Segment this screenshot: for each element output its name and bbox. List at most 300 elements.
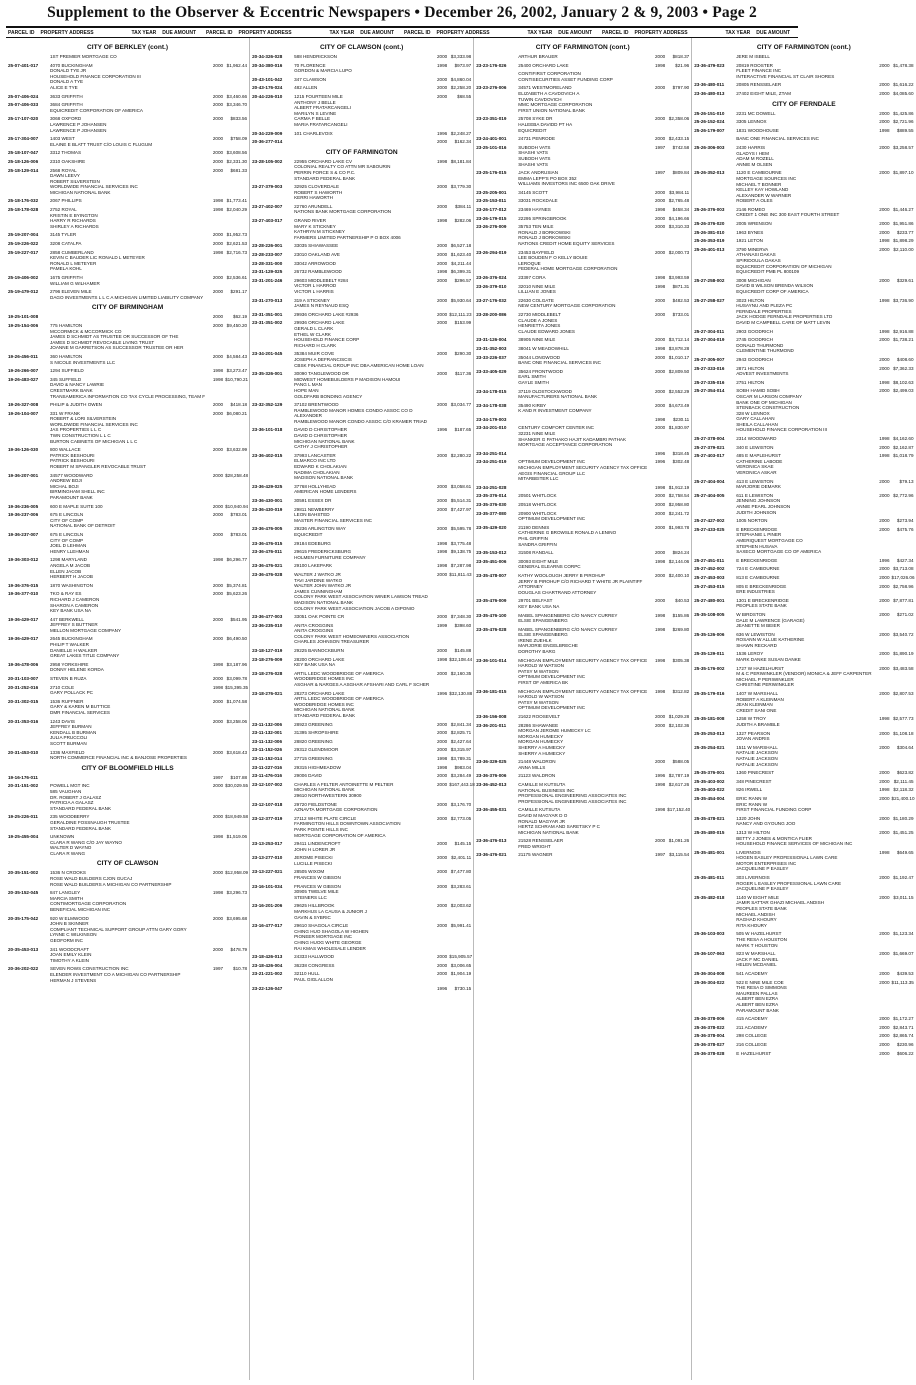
- record-line: 27112 WHITE PLATE CIRCLE: [294, 815, 357, 821]
- due-amount: $1,904.19: [450, 971, 472, 977]
- due-amount: $1,018.79: [893, 453, 914, 459]
- record-line: SUBODH VATS: [518, 144, 551, 150]
- record-line: SAXECO MORTGAGE CO OF AMERICA: [736, 549, 822, 555]
- record-line: JOHN B SKINNER: [50, 921, 89, 927]
- record-line: 33031 ROCKDALE: [518, 198, 558, 204]
- record-line: LYNNE C WILKINSON: [50, 932, 97, 938]
- record-names: [518, 807, 647, 835]
- record-line: HELEN MCDANIEL: [736, 962, 777, 968]
- tax-year: 2000: [212, 636, 224, 642]
- record-names: [294, 159, 429, 181]
- record-line: 2645 BUCKINGHAM: [50, 636, 93, 642]
- due-amount: $2,400.10: [668, 572, 690, 578]
- parcel-id: 23-26-379-010: [476, 283, 507, 289]
- record-names: [50, 232, 205, 238]
- due-amount: $384.11: [454, 203, 472, 209]
- record-line: 27715 GREENING: [294, 755, 333, 761]
- parcel-id: 25-35-376-001: [694, 770, 725, 776]
- due-amount: $681.33: [230, 167, 248, 173]
- record-names: [294, 869, 429, 880]
- record-line: 28286 SHAWANEE: [518, 722, 559, 728]
- record-line: WALTER J WATKO JR: [294, 571, 341, 577]
- property-record: [252, 139, 471, 145]
- record-names: [50, 275, 205, 286]
- record-names: [294, 526, 429, 537]
- record-names: [736, 951, 871, 968]
- parcel-id: 25-26-306-003: [694, 144, 725, 150]
- record-line: CONTIMORTGAGE CORPORATION: [50, 901, 127, 907]
- record-line: 447 BERKWELL: [50, 616, 84, 622]
- record-line: RITA KHOURY: [736, 922, 767, 928]
- tax-year: 2000: [212, 676, 224, 682]
- record-names: [294, 802, 429, 813]
- parcel-id: 23-13-227-021: [252, 869, 283, 875]
- record-line: FIRST FINANCIAL FUNDING CORP: [736, 807, 812, 813]
- tax-year: 2000: [212, 150, 224, 156]
- record-line: MARJORIE ENGELBRECHE: [518, 643, 578, 649]
- property-record: [476, 689, 689, 711]
- record-line: MICHIGAN NATIONAL BANK: [294, 787, 355, 793]
- record-line: 29411 LINDENCROFT: [294, 841, 341, 847]
- parcel-id: 23-34-251-028: [476, 484, 507, 490]
- parcel-id: 23-36-376-006: [476, 773, 507, 779]
- due-amount: $3,258.06: [226, 718, 248, 724]
- due-amount: $167,443.18: [449, 781, 475, 787]
- tax-year: 2000: [655, 297, 666, 303]
- record-line: 29100 LAKEPARK: [294, 563, 333, 569]
- record-line: IRENE ZUEHLK: [518, 637, 552, 643]
- parcel-id: 23-36-476-015: [252, 540, 283, 546]
- parcel-id: 23-36-429-025: [252, 483, 283, 489]
- record-line: WILLIAM G WILHAMER: [50, 280, 100, 286]
- record-line: STEPHANIE L PINER: [736, 532, 782, 538]
- parcel-id: 23-18-426-013: [252, 954, 283, 960]
- record-names: [736, 980, 871, 1014]
- record-names: [50, 966, 205, 983]
- parcel-id: 23-34-178-015: [476, 388, 507, 394]
- record-line: ELENDER INVESTMENT CO A MICHIGAN CO PARTNERSHIP: [50, 971, 181, 977]
- property-record: [252, 131, 471, 137]
- record-names: [50, 583, 205, 589]
- due-amount: $9,450.20: [226, 322, 248, 328]
- tax-year: 2000: [212, 616, 224, 622]
- record-line: 1536 RUFFNER: [50, 698, 84, 704]
- record-names: [736, 247, 871, 275]
- record-names: [518, 136, 647, 142]
- tax-year: 2000: [212, 402, 224, 408]
- header-tax-year: TAX YEAR: [329, 30, 355, 36]
- record-line: SHARON A CAMERON: [50, 602, 99, 608]
- parcel-id: 23-33-405-029: [476, 368, 507, 374]
- record-names: [518, 417, 647, 423]
- record-line: HALEEBA DAVIDD PT HA: [518, 121, 573, 127]
- record-names: [50, 719, 205, 747]
- record-line: BIRMINGHAM SHELL INC: [50, 489, 105, 495]
- property-record: [8, 834, 247, 856]
- tax-year: 2000: [879, 566, 890, 572]
- record-line: EQUICREDIT: [518, 127, 547, 133]
- due-amount: $7,477.80: [450, 869, 472, 875]
- section-heading: CITY OF FARMINGTON: [325, 148, 398, 156]
- tax-year: 1998: [212, 249, 224, 255]
- tax-year: 2000: [655, 402, 666, 408]
- tax-year: 1998: [655, 275, 666, 280]
- tax-year: 2000: [437, 962, 448, 968]
- due-amount: $3,618.43: [226, 749, 248, 755]
- record-line: 21448 WALDRON: [518, 759, 556, 765]
- property-record: [476, 627, 689, 655]
- property-record: [252, 371, 471, 399]
- due-amount: $730.15: [454, 985, 472, 991]
- record-line: S NICOLE INVESTMENTS LLC: [50, 359, 116, 365]
- parcel-id: 25-27-451-011: [694, 557, 725, 563]
- record-line: 303 LIVERNOIS: [736, 875, 770, 881]
- record-line: 30093 EIGHT MILE: [518, 558, 559, 564]
- record-line: MICHIGAN EMPLOYMENT SECURITY AGENCY TAX OFFICE: [518, 688, 648, 694]
- tax-year: 1998: [879, 436, 890, 442]
- record-names: [736, 207, 871, 218]
- parcel-id: 19-25-101-008: [8, 314, 39, 320]
- property-record: [694, 518, 913, 524]
- record-line: JOHN H LORER JR: [294, 846, 336, 852]
- due-amount: $2,958.80: [668, 502, 690, 507]
- record-line: 2958 YORKSHIRE: [50, 661, 89, 667]
- due-amount: $2,825.71: [450, 730, 472, 736]
- record-line: JEANETTE M BEIER: [736, 623, 780, 629]
- tax-year: 2000: [655, 54, 666, 59]
- record-line: ANDREW BOJI: [50, 478, 82, 484]
- record-names: [294, 498, 429, 504]
- section-heading: CITY OF CLAWSON (cont.): [319, 44, 404, 51]
- record-names: [294, 351, 429, 368]
- record-line: MORGAN HUMECKY: [518, 739, 564, 745]
- tax-year: 2000: [437, 781, 448, 787]
- due-amount: $1,616.22: [893, 82, 914, 88]
- record-names: [736, 436, 871, 442]
- record-line: LEROQUE: [518, 260, 541, 266]
- record-line: PHIL GRIFFIN: [518, 535, 548, 541]
- parcel-id: 25-35-179-016: [694, 691, 725, 697]
- tax-year: 2000: [655, 249, 666, 255]
- tax-year: 1998: [212, 376, 224, 382]
- record-line: 813 E CAMBOURNE: [736, 574, 780, 580]
- header-property-address: PROPERTY ADDRESS: [436, 30, 490, 36]
- tax-year: 2000: [655, 85, 666, 91]
- record-line: GERALD L CLARK: [294, 325, 334, 331]
- record-line: PROFESSIONAL ENGINEERING ASSOCIATES INC: [518, 798, 627, 804]
- tax-year: 2000: [437, 730, 448, 736]
- parcel-id: 23-36-101-018: [252, 427, 283, 433]
- due-amount: $269.80: [672, 626, 690, 632]
- tax-year: 1998: [437, 563, 448, 569]
- record-line: 31395 SHROPSHIRE: [294, 730, 339, 736]
- tax-year: 1998: [437, 764, 448, 770]
- record-line: WOODBRIDGE HOMES INC: [294, 701, 354, 707]
- parcel-id: 19-36-429-017: [8, 636, 39, 642]
- tax-year: 2000: [879, 518, 890, 524]
- due-amount: $2,433.15: [668, 136, 690, 142]
- parcel-id: 25-35-253-013: [694, 730, 725, 736]
- record-names: [50, 250, 205, 272]
- record-line: MICHIGAN EMPLOYMENT SECURITY AGENCY TAX OFFICE: [518, 465, 648, 471]
- parcel-id: 23-36-156-008: [476, 714, 507, 719]
- record-line: 21123 WALDRON: [518, 773, 556, 779]
- due-amount: $3,779.30: [450, 184, 472, 190]
- due-amount: $2,358.06: [668, 116, 690, 122]
- property-record: [694, 337, 913, 354]
- record-line: JOVAN ANDRIS: [736, 736, 770, 742]
- record-line: 800 WALLACE: [50, 447, 81, 453]
- tax-year: 2000: [437, 738, 448, 744]
- parcel-id: 25-07-401-017: [8, 62, 39, 68]
- parcel-id: 23-23-276-006: [476, 85, 507, 91]
- tax-year: 2000: [437, 526, 448, 532]
- record-names: [518, 782, 647, 804]
- record-names: [294, 402, 429, 424]
- record-line: GENERAL ELEARNS CORPC: [518, 564, 581, 570]
- property-record: [694, 329, 913, 335]
- tax-year: 1998: [212, 207, 224, 213]
- record-line: 3145 TYLER: [50, 232, 77, 238]
- record-line: ROBERT M SPANGLER REVOCABLE TRUST: [50, 464, 146, 470]
- record-line: MAUREEN PALLAS: [736, 990, 778, 996]
- tax-year: 2000: [879, 246, 890, 252]
- record-names: [50, 136, 205, 147]
- property-record: [476, 136, 689, 142]
- due-amount: $2,617.26: [668, 781, 690, 787]
- record-line: 23469 HAYNES: [518, 207, 551, 213]
- parcel-id: 23-36-477-003: [252, 614, 283, 620]
- due-amount: $889.55: [896, 127, 914, 133]
- record-line: ROBERT A OLES: [736, 198, 773, 204]
- record-line: 1675 GRIFFITH: [50, 275, 83, 280]
- record-line: E BRECKENRIDGE: [736, 557, 778, 563]
- record-names: [50, 532, 205, 554]
- tax-year: 2000: [437, 971, 448, 977]
- parcel-id: 23-18-276-009: [252, 656, 283, 662]
- tax-year: 2000: [879, 229, 890, 235]
- record-line: 675 E LINCOLN: [50, 531, 84, 537]
- record-names: [736, 82, 871, 88]
- record-line: 1536 LEROY: [736, 651, 764, 657]
- due-amount: $271.02: [896, 611, 914, 617]
- due-amount: $623.82: [896, 770, 914, 776]
- tax-year: 2000: [437, 371, 448, 377]
- record-line: 21175 WAGNER: [518, 852, 553, 858]
- record-names: [294, 691, 429, 719]
- parcel-id: 25-27-433-025: [694, 526, 725, 532]
- due-amount: $7,877.81: [893, 597, 914, 603]
- parcel-id: [694, 54, 734, 60]
- record-names: [736, 971, 871, 977]
- record-line: ARTHUR BRAUER: [518, 54, 558, 59]
- record-line: DAVID D CHRISTOPHER: [294, 433, 348, 439]
- record-line: CHRISTINE PERIWINKLER: [736, 682, 794, 688]
- parcel-id: 25-26-376-020: [694, 221, 725, 227]
- record-line: 35753 TEN MILE: [518, 224, 554, 230]
- record-line: MICHAL BOJI: [50, 483, 79, 489]
- tax-year: 2000: [879, 356, 890, 362]
- property-record: [8, 783, 247, 811]
- record-names: [294, 773, 429, 779]
- record-names: [50, 402, 205, 408]
- record-line: JUDITH A BRAMBLE: [736, 722, 780, 727]
- tax-year: 2000: [879, 144, 890, 150]
- record-line: JUDITH JOHNSON: [736, 509, 777, 515]
- property-record: [476, 852, 689, 858]
- record-names: [294, 77, 429, 83]
- parcel-id: 20-31-353-016: [8, 718, 39, 724]
- property-record: [252, 94, 471, 128]
- tax-year: 1998: [655, 283, 666, 289]
- property-record: [476, 284, 689, 295]
- property-record: [8, 699, 247, 716]
- record-names: [736, 816, 871, 827]
- record-line: DR. ROBERT J GALASZ: [50, 794, 102, 800]
- tax-year: 1996: [879, 557, 890, 563]
- record-line: 1727 W HAZELHURST: [736, 665, 784, 671]
- property-record: [252, 54, 471, 60]
- tax-year: 2000: [879, 1041, 890, 1047]
- header-due-amount: DUE AMOUNT: [558, 30, 592, 36]
- parcel-id: 23-25-153-011: [476, 198, 507, 204]
- section-heading: CITY OF FARMINGTON (cont.): [535, 44, 630, 51]
- parcel-id: 25-27-258-002: [694, 277, 725, 283]
- parcel-id: 25-07-406-033: [8, 102, 39, 108]
- parcel-id: 19-36-237-007: [8, 531, 39, 537]
- due-amount: $3,993.59: [668, 275, 690, 280]
- record-names: [50, 834, 205, 856]
- property-record: [476, 714, 689, 720]
- tax-year: 2000: [879, 744, 890, 750]
- record-line: AZNAVTA MORTGAGE CORPORATION: [294, 807, 378, 813]
- parcel-id: 25-27-305-007: [694, 356, 725, 362]
- due-amount: $28,258.48: [225, 472, 249, 478]
- record-line: 3305 LENNOX: [736, 119, 767, 125]
- record-line: THE RESA A HOUSTON: [736, 937, 787, 942]
- property-record: [252, 298, 471, 309]
- property-record: [694, 1042, 913, 1048]
- property-record: [8, 354, 247, 365]
- due-amount: $2,160.35: [450, 670, 472, 676]
- due-amount: $1,446.27: [893, 206, 914, 212]
- record-names: [294, 549, 429, 560]
- record-line: CITY OF COMP: [50, 517, 84, 523]
- record-line: 485 E MAPLEHURST: [736, 453, 781, 459]
- record-names: [50, 916, 205, 944]
- tax-year: 2000: [212, 718, 224, 724]
- parcel-id: 23-18-276-021: [252, 690, 283, 696]
- property-record: [8, 916, 247, 944]
- record-line: BURTON CABINETS OF MICHIGAN L L C: [50, 438, 138, 444]
- record-line: 30591 ESSEX DR: [294, 498, 332, 503]
- due-amount: $3,034.77: [450, 402, 472, 408]
- parcel-id: 25-18-126-006: [8, 158, 39, 164]
- property-record: [476, 250, 689, 272]
- due-amount: $4,584.43: [226, 353, 248, 359]
- record-line: HOPE MAN: [294, 387, 319, 393]
- record-line: PATRICIA A GALASZ: [50, 800, 94, 806]
- record-line: 1313 W HILTON: [736, 829, 770, 835]
- record-names: [518, 573, 647, 595]
- tax-year: 2000: [655, 714, 666, 719]
- parcel-id: 23-34-201-010: [476, 425, 507, 431]
- property-record: [8, 947, 247, 964]
- record-line: KATHRYN M STICKNEY: [294, 229, 345, 235]
- record-line: THE RESA D SIMMONS: [736, 985, 787, 991]
- record-line: 23397 CORA: [518, 275, 546, 280]
- property-record: [476, 723, 689, 757]
- parcel-id: 23-35-476-009: [476, 598, 507, 604]
- record-line: JOAN EMILY KLEIN: [50, 952, 92, 958]
- record-names: [518, 85, 647, 113]
- record-names: [736, 895, 871, 929]
- tax-year: 2000: [212, 915, 224, 921]
- due-amount: $3,310.33: [668, 224, 690, 230]
- due-amount: $10,790.21: [225, 376, 249, 382]
- record-names: [736, 666, 871, 688]
- record-line: CLEMENTINE THURMOND: [736, 348, 794, 354]
- record-names: [518, 170, 647, 187]
- record-line: 1327 PEARSON: [736, 730, 771, 736]
- tax-year: 1998: [212, 557, 224, 563]
- record-names: [518, 275, 647, 281]
- record-names: [294, 320, 429, 348]
- record-line: 29936 ORCHARD LAKE: [294, 320, 345, 326]
- record-names: [518, 525, 647, 547]
- record-line: 21528 RENSSELAER: [518, 838, 564, 844]
- record-names: [736, 357, 871, 363]
- parcel-id: 25-35-480-015: [694, 829, 725, 835]
- record-names: [294, 986, 429, 992]
- record-names: [736, 91, 871, 97]
- record-line: 22730 MIDDLEBELT: [518, 311, 561, 317]
- parcel-id: 23-34-251-019: [476, 459, 507, 465]
- record-line: 3633 GRIFFITH: [50, 93, 83, 99]
- parcel-id: 25-35-108-005: [694, 611, 725, 617]
- record-line: JENNING JOHNSON: [736, 498, 781, 504]
- parcel-id: 20-36-277-014: [252, 139, 283, 145]
- record-line: 3068 OXFORD: [50, 116, 82, 122]
- due-amount: $1,738.21: [893, 337, 914, 343]
- tax-year: 1997: [212, 966, 224, 972]
- record-line: 20805 RENSSELAER: [736, 82, 782, 88]
- tax-year: 1996: [437, 427, 448, 433]
- record-line: NATIONS CREDIT HOME EQUITY SERVICES: [518, 241, 615, 247]
- record-line: GREAT LAKES TITLE COMPANY: [50, 653, 120, 659]
- record-line: STANDARD FEDERAL BANK: [294, 713, 356, 718]
- record-line: KEY BANK USA NA: [518, 603, 560, 609]
- tax-year: 1998: [655, 345, 666, 351]
- tax-year: 2000: [212, 167, 224, 173]
- parcel-id: 23-11-152-014: [252, 755, 282, 761]
- record-line: 28923 GREENING: [294, 721, 333, 727]
- property-record: [476, 773, 689, 779]
- parcel-id: 20-34-326-028: [252, 54, 283, 59]
- record-line: DAVID D CHRISTOPHER: [294, 427, 348, 433]
- parcel-id: 19-36-207-001: [8, 472, 39, 478]
- due-amount: $2,499.03: [893, 388, 914, 394]
- tax-year: [207, 54, 223, 60]
- record-names: [50, 750, 205, 761]
- property-record: [694, 875, 913, 892]
- record-names: [294, 855, 429, 866]
- property-record: [694, 666, 913, 688]
- record-line: MARK T HOUSTON: [736, 942, 778, 948]
- due-amount: $758.09: [230, 136, 248, 142]
- record-line: 1243 DAVIS: [50, 718, 75, 724]
- record-line: ADAM M ROZELL: [736, 156, 774, 162]
